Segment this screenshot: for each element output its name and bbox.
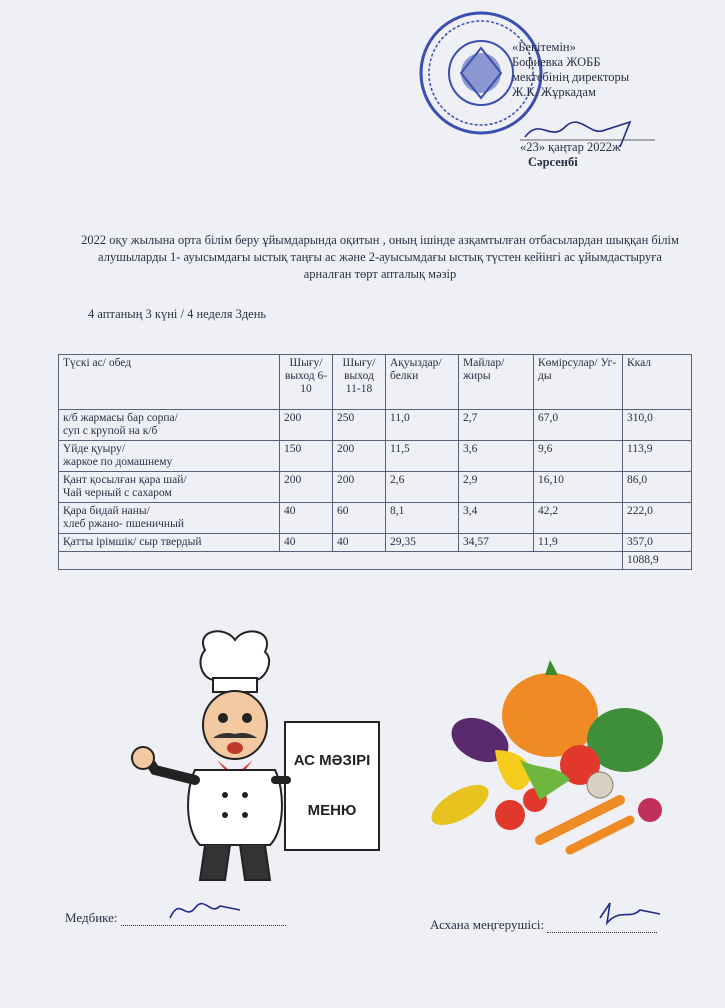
cell-dish: Қант қосылған қара шай/ Чай черный с сахаром [59,472,280,503]
cell-fat: 3,6 [459,441,534,472]
cell-kcal: 222,0 [623,503,692,534]
menu-sign-title: АС МӘЗІРІ [293,752,371,769]
cell-out1: 200 [280,410,333,441]
header-carbs: Көмірсулар/ Уг-ды [534,355,623,410]
cell-carbs: 11,9 [534,534,623,552]
cell-protein: 2,6 [386,472,459,503]
vegetables-illustration [420,650,690,880]
table-row [59,534,692,552]
table-row [59,410,692,441]
cell-out2: 200 [333,441,386,472]
cell-protein: 11,5 [386,441,459,472]
cell-dish: Үйде қуыру/ жаркое по домашнему [59,441,280,472]
kitchen-head-signature [595,898,665,928]
approval-line: Бофиевка ЖОББ [512,55,601,69]
cell-dish: к/б жармасы бар сорпа/ суп с крупой на к/б [59,410,280,441]
cell-out1: 150 [280,441,333,472]
cell-out1: 200 [280,472,333,503]
total-kcal: 1088,9 [623,552,692,570]
table-row [59,441,692,472]
menu-sign-subtitle: МЕНЮ [307,802,357,819]
table-header-row [59,355,692,410]
cell-out2: 200 [333,472,386,503]
cell-dish: Қатты ірімшік/ сыр твердый [59,534,280,552]
cell-out1: 40 [280,534,333,552]
header-out2: Шығу/ выход 11-18 [333,355,386,410]
approval-line: Ж.К. Жұркадам [512,85,596,99]
nurse-label: Медбике: [65,910,118,925]
approval-date: «23» қаңтар 2022ж [520,140,621,154]
header-kcal: Ккал [623,355,692,410]
chef-illustration [125,630,395,890]
kitchen-head-label: Асхана меңгерушісі: [430,917,545,932]
cell-fat: 34,57 [459,534,534,552]
cell-fat: 2,9 [459,472,534,503]
cell-kcal: 113,9 [623,441,692,472]
header-dish: Түскі ас/ обед [59,355,280,410]
header-fat: Майлар/ жиры [459,355,534,410]
cell-carbs: 9,6 [534,441,623,472]
cell-fat: 2,7 [459,410,534,441]
menu-table [58,354,692,570]
document-title: 2022 оқу жылына орта білім беру ұйымдарында оқитын , оның ішінде азқамтылған отбасылардан шыққан білім алушыларды 1- ауысымдағы ыстық таңғы ас және 2-ауысымдағы ыстық түстен кейінгі ас ұйымдастыруға арналған төрт апталық мәзір [81,233,679,281]
total-spacer [59,552,623,570]
table-total-row [59,552,692,570]
cell-out2: 250 [333,410,386,441]
table-row [59,472,692,503]
cell-kcal: 86,0 [623,472,692,503]
cell-fat: 3,4 [459,503,534,534]
cell-protein: 8,1 [386,503,459,534]
cell-carbs: 67,0 [534,410,623,441]
cell-kcal: 357,0 [623,534,692,552]
cell-protein: 11,0 [386,410,459,441]
nurse-signature [165,896,245,926]
table-row [59,503,692,534]
document-subtitle: 4 аптаның 3 күні / 4 неделя 3день [88,307,267,321]
cell-dish: Қара бидай наны/ хлеб ржано- пшеничный [59,503,280,534]
header-protein: Ақуыздар/ белки [386,355,459,410]
approval-weekday: Сәрсенбі [528,155,578,169]
cell-carbs: 16,10 [534,472,623,503]
approval-line: мектебінің директоры [512,70,630,84]
cell-protein: 29,35 [386,534,459,552]
cell-out2: 60 [333,503,386,534]
cell-out2: 40 [333,534,386,552]
director-signature [510,112,660,152]
cell-carbs: 42,2 [534,503,623,534]
cell-kcal: 310,0 [623,410,692,441]
approval-line: «Бекітемін» [512,40,576,54]
cell-out1: 40 [280,503,333,534]
header-out1: Шығу/ выход 6-10 [280,355,333,410]
